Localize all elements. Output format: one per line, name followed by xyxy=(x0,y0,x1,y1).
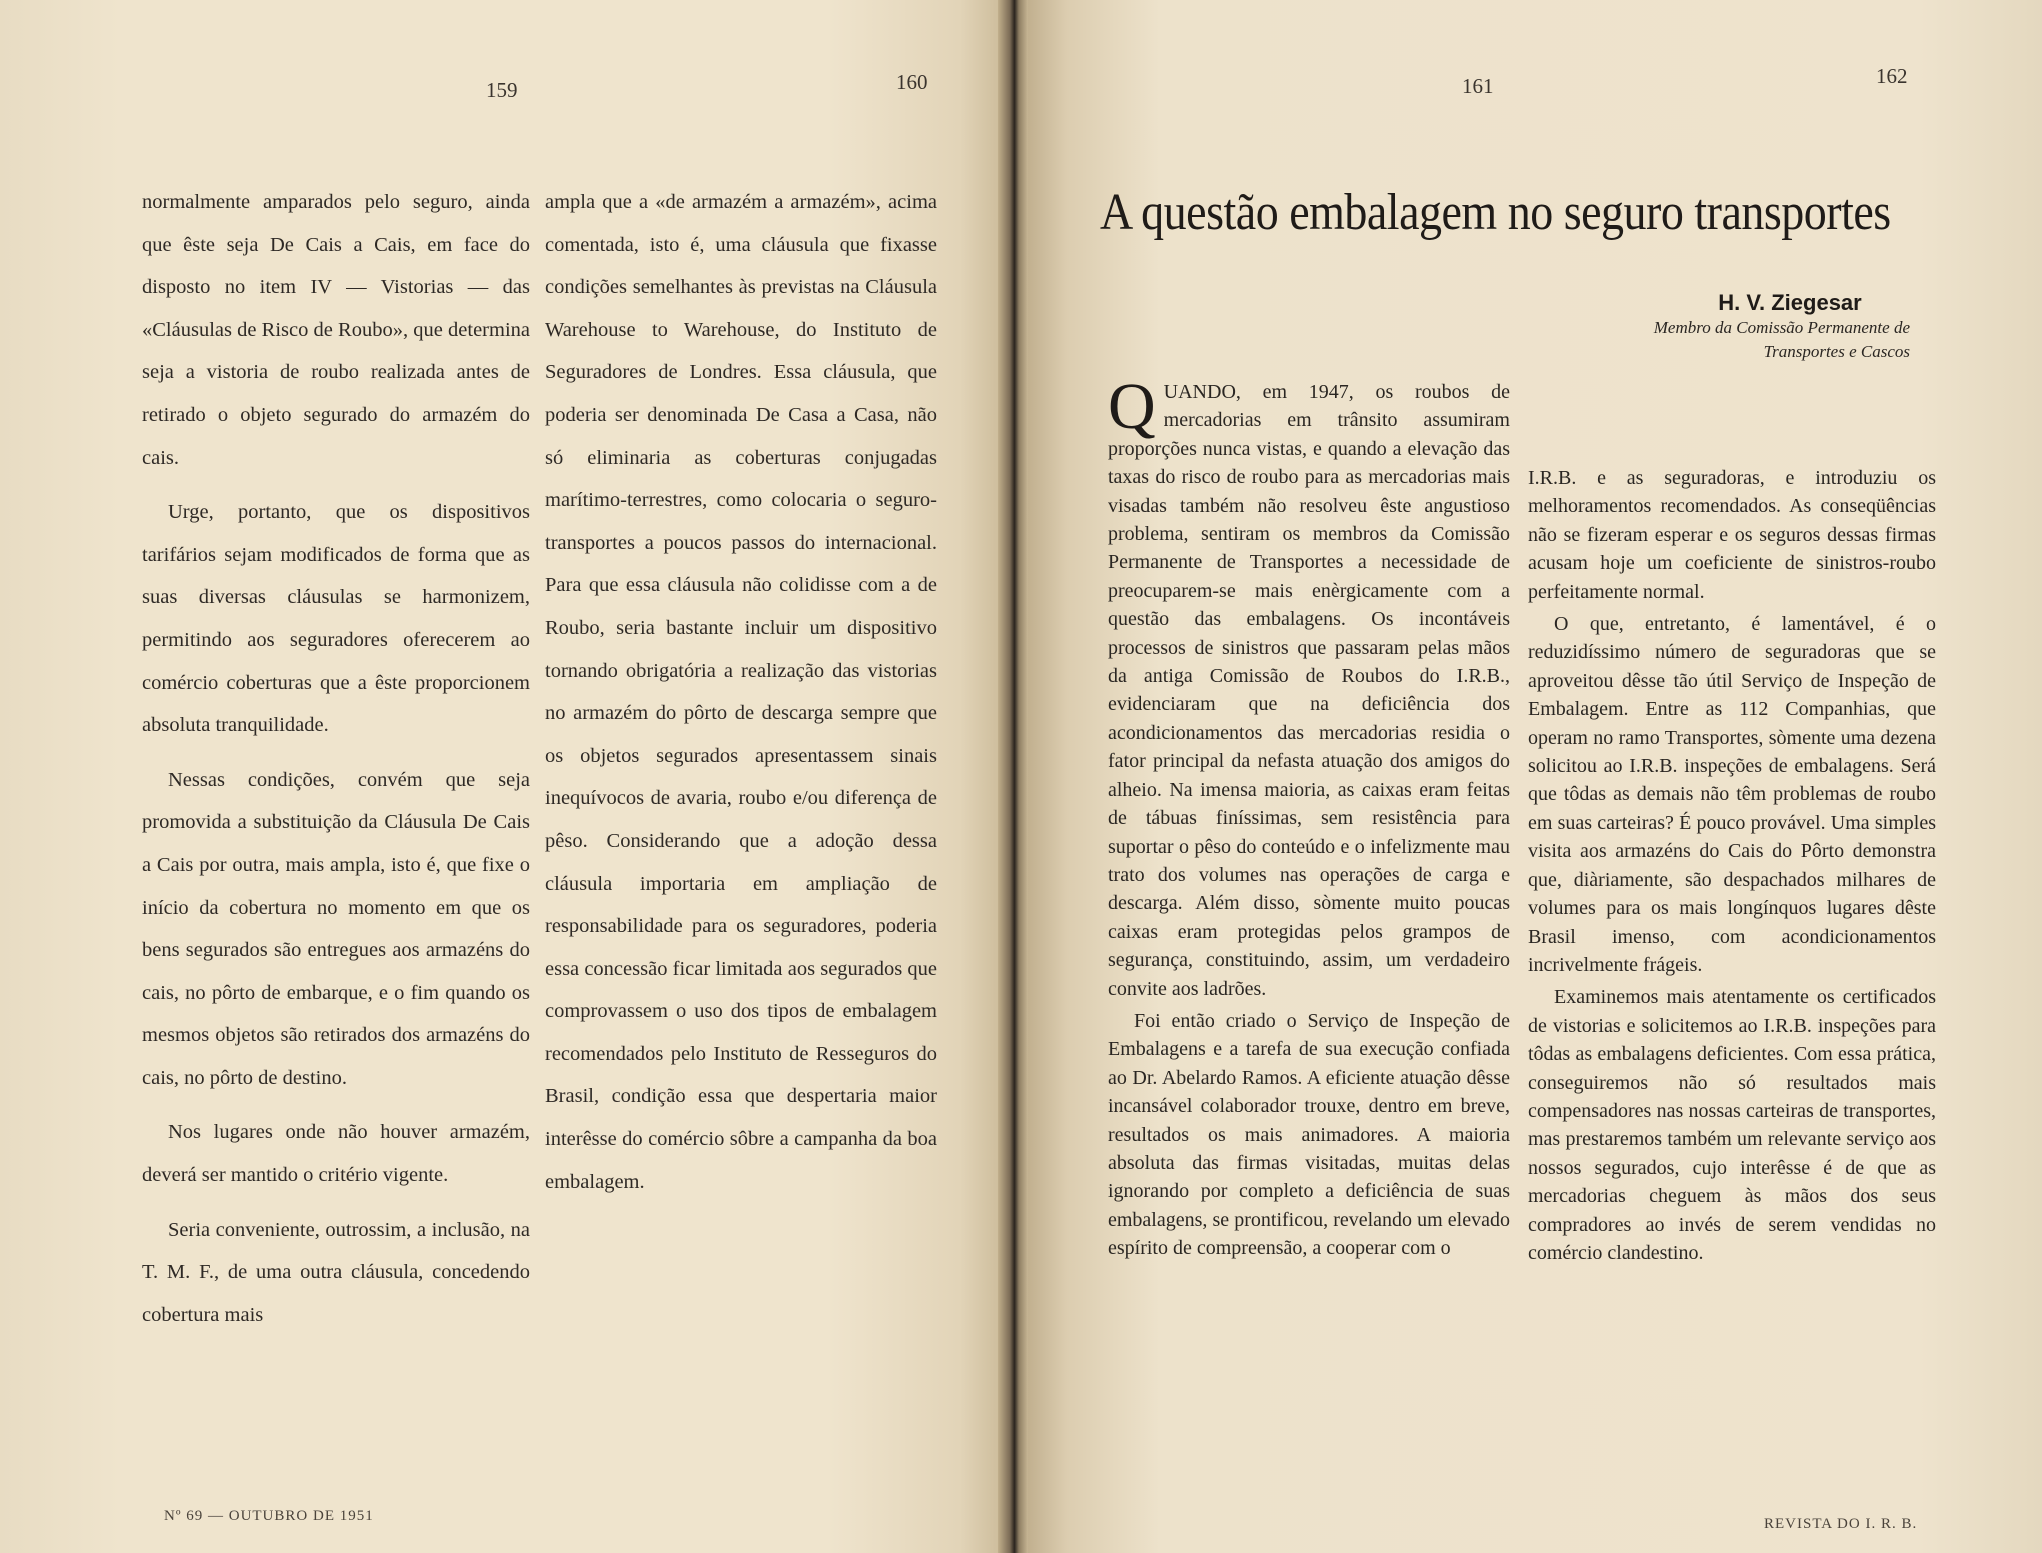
paragraph xyxy=(1108,370,1510,1003)
left-page-column-2 xyxy=(545,181,937,1215)
right-page-column-2 xyxy=(1528,464,1936,1271)
page-number-160: 160 xyxy=(896,70,928,94)
page-number-162: 162 xyxy=(1876,64,1908,88)
right-page-footer: REVISTA DO I. R. B. xyxy=(1764,1516,1918,1532)
page-number-161: 161 xyxy=(1462,74,1494,98)
binding-gutter xyxy=(998,0,1028,1553)
paragraph: Urge, portanto, que os dispositivos tarifários sejam modificados de forma que as suas diversas cláusulas se harmonizem, permitindo aos seguradores oferecerem ao comércio coberturas que a êste proporcionem absoluta tranquilidade. xyxy=(142,501,530,737)
page-number-159: 159 xyxy=(486,78,518,102)
paragraph: Examinemos mais atentamente os certificados de vistorias e solicitemos ao I.R.B. inspeções para tôdas as embalagens deficientes. Com essa prática, conseguiremos não só resultados mais compensadores nas nossas carteiras de transportes, mas prestaremos também um relevante serviço aos nossos segurados, cujo interêsse é de que as mercadorias cheguem às mãos dos seus compradores ao invés de serem vendidas no comércio clandestino. xyxy=(1528,986,1936,1264)
paragraph: O que, entretanto, é lamentável, é o reduzidíssimo número de seguradoras que se aproveitou dêsse tão útil Serviço de Inspeção de Embalagem. Entre as 112 Companhias, que operam no ramo Transportes, sòmente uma dezena solicitou ao I.R.B. inspeções de embalagens. Será que tôdas as demais não têm problemas de roubo em suas carteiras? É pouco provável. Uma simples visita aos armazéns do Cais do Pôrto demonstra que, diàriamente, são despachados milhares de volumes para os mais longínquos lugares dêste Brasil imenso, com acondicionamentos incrivelmente frágeis. xyxy=(1528,613,1936,976)
author-role xyxy=(1570,316,1910,364)
right-page-column-1 xyxy=(1108,370,1510,1267)
author-role-line: Transportes e Cascos xyxy=(1763,342,1910,361)
paragraph-text: UANDO, em 1947, os roubos de mercadorias em trânsito assumiram proporções nunca vistas, e quando a elevação das taxas do risco de roubo para as mercadorias mais visadas também não resolveu êste angustioso problema, sentiram os membros da Comissão Permanente de Transportes a necessidade de preocuparem-se mais enèrgicamente com a questão das embalagens. Os incontáveis processos de sinistros que passaram pelas mãos da antiga Comissão de Roubos do I.R.B., evidenciaram que na deficiência dos acondicionamentos das mercadorias residia o fator principal da nefasta atuação dos amigos do alheio. Na imensa maioria, as caixas eram feitas de tábuas finíssimas, sem resistência para suportar o pêso do conteúdo e o infelizmente mau trato dos volumes nas operações de carga e descarga. Além disso, sòmente muito poucas caixas eram protegidas pelos grampos de segurança, constituindo, assim, um verdadeiro convite aos ladrões. xyxy=(1108,381,1510,1000)
drop-cap: Q xyxy=(1108,370,1156,443)
paragraph: Nessas condições, convém que seja promovida a substituição da Cláusula De Cais a Cais por outra, mais ampla, isto é, que fixe o início da cobertura no momento em que os bens segurados são entregues aos armazéns do cais, no pôrto de embarque, e o fim quando os mesmos objetos são retirados dos armazéns do cais, no pôrto de destino. xyxy=(142,768,530,1089)
author-role-line: Membro da Comissão Permanente de xyxy=(1653,318,1910,337)
paragraph: Foi então criado o Serviço de Inspeção de Embalagens e a tarefa de sua execução confiada ao Dr. Abelardo Ramos. A eficiente atuação dêsse incansável colaborador trouxe, dentro em breve, resultados os mais animadores. A maioria absoluta das firmas visitadas, muitas delas ignorando por completo a deficiência de suas embalagens, se prontificou, revelando um elevado espírito de compreensão, a cooperar com o xyxy=(1108,1009,1510,1260)
paragraph: I.R.B. e as seguradoras, e introduziu os melhoramentos recomendados. As conseqüências não se fizeram esperar e os seguros dessas firmas acusam hoje um coeficiente de sinistros-roubo perfeitamente normal. xyxy=(1528,467,1936,603)
paragraph: normalmente amparados pelo seguro, ainda que êste seja De Cais a Cais, em face do disposto no item IV — Vistorias — das «Cláusulas de Risco de Roubo», que determina seja a vistoria de roubo realizada antes de retirado o objeto segurado do armazém do cais. xyxy=(142,191,530,469)
left-page-footer: Nº 69 — OUTUBRO DE 1951 xyxy=(164,1508,374,1524)
article-author: H. V. Ziegesar xyxy=(1718,290,1862,315)
paragraph: Seria conveniente, outrossim, a inclusão, na T. M. F., de uma outra cláusula, concedendo cobertura mais xyxy=(142,1218,530,1326)
paragraph: ampla que a «de armazém a armazém», acima comentada, isto é, uma cláusula que fixasse condições semelhantes às previstas na Cláusula Warehouse to Warehouse, do Instituto de Seguradores de Londres. Essa cláusula, que poderia ser denominada De Casa a Casa, não só eliminaria as coberturas conjugadas marítimo-terrestres, como colocaria o seguro-transportes a poucos passos do internacional. Para que essa cláusula não colidisse com a de Roubo, seria bastante incluir um dispositivo tornando obrigatória a realização das vistorias no armazém do pôrto de descarga sempre que os objetos segurados apresentassem sinais inequívocos de avaria, roubo e/ou diferença de pêso. Considerando que a adoção dessa cláusula importaria em ampliação de responsabilidade para os seguradores, poderia essa concessão ficar limitada aos segurados que comprovassem o uso dos tipos de embalagem recomendados pelo Instituto de Resseguros do Brasil, condição essa que despertaria maior interêsse do comércio sôbre a campanha da boa embalagem. xyxy=(545,191,937,1193)
paragraph: Nos lugares onde não houver armazém, deverá ser mantido o critério vigente. xyxy=(142,1121,530,1187)
left-page-column-1 xyxy=(142,181,530,1348)
article-title: A questão embalagem no seguro transportes xyxy=(1100,183,1891,241)
